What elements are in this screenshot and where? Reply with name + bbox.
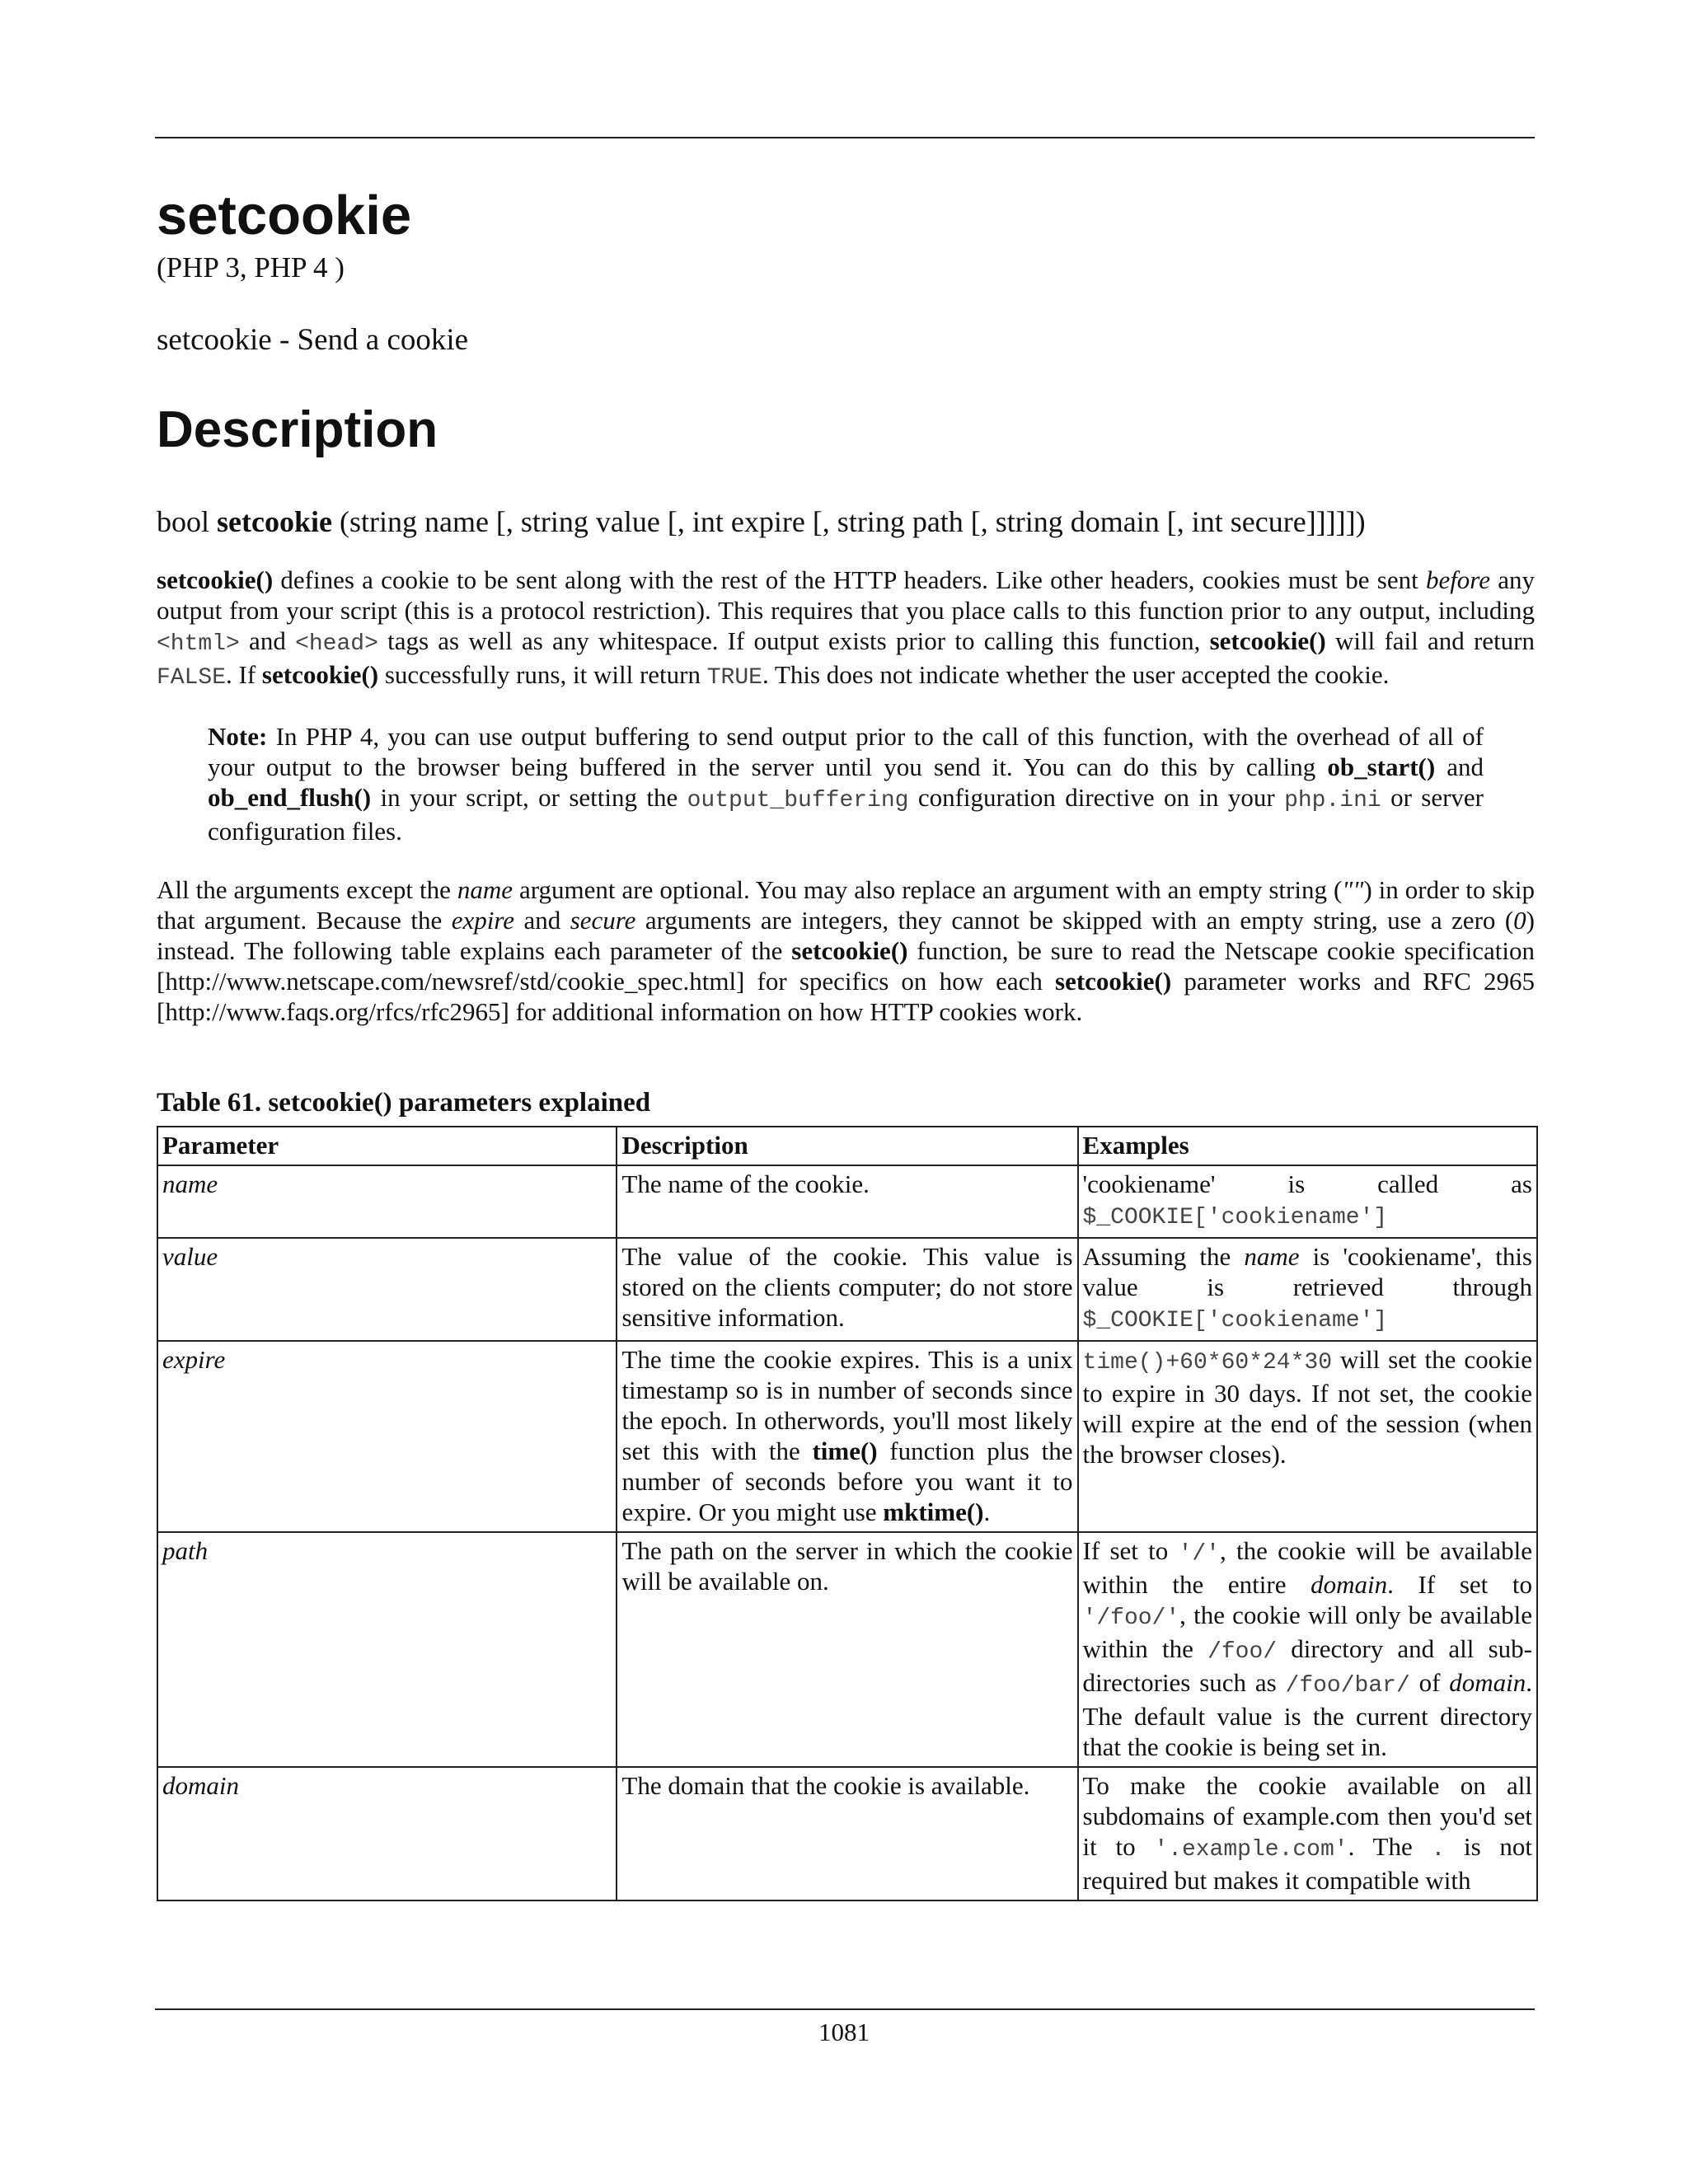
text: function, be sure to read the Netscape cookie specification [http://www.netscape.com/newsref/std/cookie_spec.html] for specifics on how each — [157, 936, 1535, 996]
function-name-heading: setcookie — [157, 185, 412, 246]
text: function plus the number of seconds before you want it to expire. Or you might use — [621, 1436, 1073, 1526]
text: . If set to — [1387, 1570, 1533, 1599]
function-ref: setcookie() — [157, 565, 274, 594]
description-cell: The path on the server in which the cookie will be available on. — [617, 1532, 1077, 1767]
emphasis: name — [457, 875, 513, 904]
description-cell: The name of the cookie. — [617, 1165, 1077, 1238]
text: any output from your script (this is a protocol restriction). This requires that you place calls to this function prior to any output, including — [157, 565, 1535, 625]
function-ref: ob_end_flush() — [208, 783, 372, 812]
emphasis: secure — [570, 906, 636, 935]
text: If set to — [1082, 1536, 1179, 1565]
text: To make the cookie available on all subdomains of example.com then you'd set it to — [1082, 1771, 1532, 1861]
param-cell — [157, 1165, 617, 1238]
text: and — [239, 626, 296, 655]
text: ) in order to skip that argument. Because the — [157, 875, 1536, 935]
page-content — [157, 185, 1536, 1901]
function-ref: setcookie() — [1055, 967, 1172, 996]
description-cell — [617, 1341, 1077, 1532]
emphasis: domain — [1311, 1570, 1388, 1599]
description-heading: Description — [157, 401, 438, 458]
note-label: Note: — [208, 722, 268, 751]
function-ref: ob_start() — [1327, 752, 1436, 781]
emphasis: "" — [1342, 875, 1364, 904]
emphasis: name — [1244, 1242, 1300, 1271]
text: parameter works and RFC 2965 [http://www.faqs.org/rfcs/rfc2965] for additional information on how HTTP cookies work. — [157, 967, 1535, 1026]
text: The time the cookie expires. This is a unix timestamp so is in number of seconds since the epoch. In otherwords, you'll most likely set this with the — [621, 1345, 1073, 1465]
text: . — [983, 1497, 991, 1526]
inline-code: . — [1431, 1837, 1446, 1863]
footer-rule — [155, 2008, 1535, 2010]
text: of — [1409, 1668, 1450, 1697]
synopsis-args: (string name [, string value [, int expire [, string path [, string domain [, int secure]]]]]) — [339, 505, 1366, 538]
text: will fail and return — [1325, 626, 1535, 655]
example-cell — [1078, 1341, 1537, 1532]
function-ref: setcookie() — [791, 936, 908, 965]
column-header-parameter: Parameter — [157, 1127, 617, 1165]
text: argument are optional. You may also replace an argument with an empty string ( — [513, 875, 1343, 904]
emphasis: before — [1425, 565, 1490, 594]
parameters-table — [157, 1126, 1538, 1901]
synopsis-return-type: bool — [157, 505, 210, 538]
example-cell — [1078, 1165, 1537, 1238]
text: and — [1435, 752, 1484, 781]
text: successfully runs, it will return — [378, 660, 707, 689]
text: . The default value is the current directory that the cookie is being set in. — [1082, 1668, 1532, 1761]
table-row — [157, 1165, 1537, 1238]
inline-code: '/' — [1178, 1541, 1220, 1567]
inline-code: php.ini — [1284, 788, 1381, 813]
text: and — [514, 906, 570, 935]
table-title: Table 61. setcookie() parameters explained — [157, 1088, 651, 1118]
param-name: value — [162, 1242, 218, 1271]
text: , the cookie will only be available within the — [1082, 1601, 1532, 1663]
inline-code: <head> — [295, 631, 378, 657]
synopsis-function: setcookie — [217, 505, 332, 538]
text: is not required but makes it compatible with — [1082, 1832, 1532, 1895]
function-synopsis — [157, 505, 1535, 538]
example-cell — [1078, 1532, 1537, 1767]
text: , the cookie will be available within the entire — [1082, 1536, 1532, 1599]
text: arguments are integers, they cannot be skipped with an empty string, use a zero ( — [635, 906, 1514, 935]
php-versions: (PHP 3, PHP 4 ) — [157, 251, 345, 284]
header-rule — [155, 137, 1535, 138]
emphasis: 0 — [1513, 906, 1526, 935]
inline-code: /foo/ — [1207, 1639, 1278, 1665]
param-name: expire — [162, 1345, 226, 1374]
column-header-description: Description — [617, 1127, 1077, 1165]
text: in your script, or setting the — [371, 783, 687, 812]
inline-code: TRUE — [706, 665, 762, 691]
text: defines a cookie to be sent along with the rest of the HTTP headers. Like other headers, cookies must be sent — [273, 565, 1426, 594]
text: will set the cookie to expire in 30 days. If not set, the cookie will expire at the end of the session (when the browser closes). — [1082, 1345, 1532, 1469]
example-cell — [1078, 1238, 1537, 1341]
function-ref: setcookie() — [1209, 626, 1326, 655]
param-name: name — [162, 1169, 218, 1198]
emphasis: expire — [451, 906, 515, 935]
function-purpose: setcookie - Send a cookie — [157, 323, 469, 357]
param-cell — [157, 1341, 617, 1532]
param-name: domain — [162, 1771, 239, 1800]
text: 'cookiename' is called as — [1082, 1169, 1532, 1198]
note-block — [208, 721, 1484, 846]
inline-code: '.example.com' — [1154, 1837, 1348, 1863]
text: tags as well as any whitespace. If output exists prior to calling this function, — [377, 626, 1210, 655]
inline-code: <html> — [157, 631, 240, 657]
column-header-examples: Examples — [1078, 1127, 1537, 1165]
text: is 'cookiename', this value is retrieved through — [1082, 1242, 1532, 1301]
text: All the arguments except the — [157, 875, 457, 904]
text: Assuming the — [1082, 1242, 1245, 1271]
table-row — [157, 1767, 1537, 1900]
text: ) instead. The following table explains each parameter of the — [157, 906, 1535, 965]
inline-code: FALSE — [157, 665, 227, 691]
table-header-row — [157, 1127, 1537, 1165]
text: In PHP 4, you can use output buffering to send output prior to the call of this function, with the overhead of all of your output to the browser being buffered in the server until you send it. You can do this by calling — [208, 722, 1484, 781]
table-row — [157, 1238, 1537, 1341]
param-name: path — [162, 1536, 209, 1565]
table-row — [157, 1532, 1537, 1767]
page-number: 1081 — [818, 2018, 870, 2046]
emphasis: domain — [1449, 1668, 1526, 1697]
function-ref: mktime() — [883, 1497, 984, 1526]
inline-code: time()+60*60*24*30 — [1082, 1350, 1332, 1376]
function-ref: setcookie() — [261, 660, 379, 689]
inline-code: output_buffering — [687, 788, 909, 813]
param-cell — [157, 1532, 617, 1767]
description-cell: The domain that the cookie is available. — [617, 1767, 1077, 1900]
text: . The — [1348, 1832, 1432, 1861]
text: directory and all sub-directories such as — [1082, 1634, 1532, 1697]
inline-code: '/foo/' — [1082, 1605, 1180, 1631]
example-cell — [1078, 1767, 1537, 1900]
inline-code: $_COOKIE['cookiename'] — [1082, 1308, 1388, 1333]
description-cell: The value of the cookie. This value is stored on the clients computer; do not store sensitive information. — [617, 1238, 1077, 1341]
text: or server configuration files. — [208, 783, 1484, 846]
text: . If — [226, 660, 262, 689]
inline-code: $_COOKIE['cookiename'] — [1082, 1205, 1388, 1230]
arguments-paragraph — [157, 874, 1535, 1027]
text: . This does not indicate whether the user accepted the cookie. — [762, 660, 1390, 689]
param-cell — [157, 1767, 617, 1900]
table-row — [157, 1341, 1537, 1532]
inline-code: /foo/bar/ — [1285, 1673, 1410, 1699]
intro-paragraph — [157, 565, 1535, 693]
function-ref: time() — [812, 1436, 878, 1465]
text: configuration directive on in your — [908, 783, 1285, 812]
param-cell — [157, 1238, 617, 1341]
